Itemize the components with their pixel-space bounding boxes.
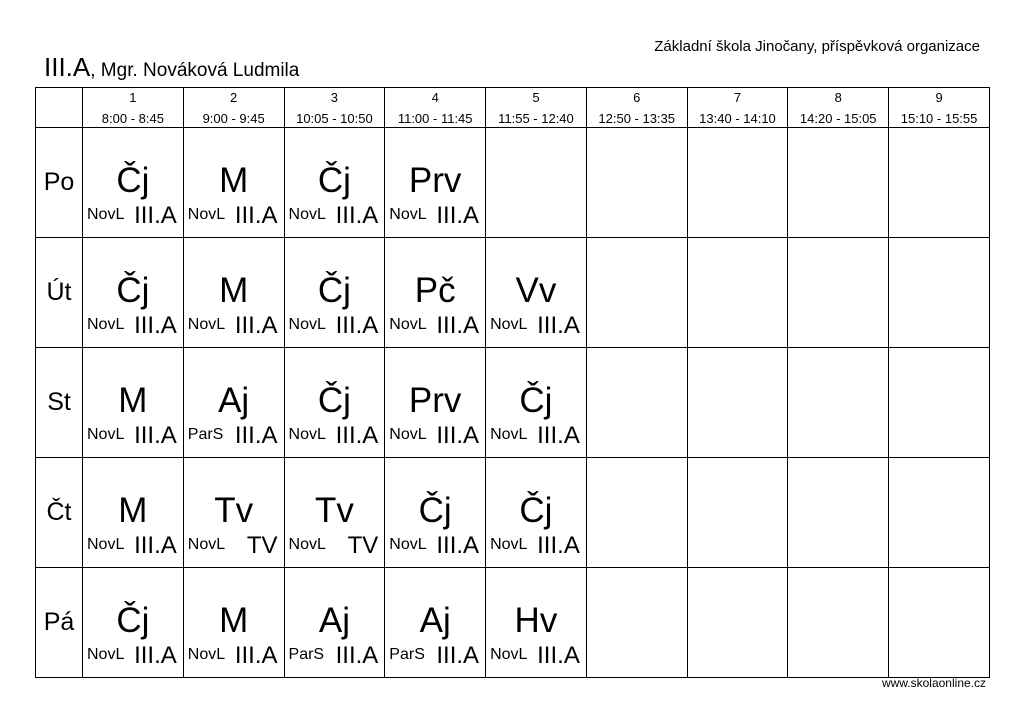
- empty-cell: [889, 458, 990, 568]
- lesson-cell: [83, 348, 184, 458]
- period-header-4: [385, 88, 486, 128]
- lesson-teacher: NovL: [389, 316, 427, 333]
- lesson-room: III.A: [234, 642, 278, 669]
- empty-cell: [788, 128, 889, 238]
- lesson-teacher: NovL: [288, 536, 326, 553]
- lesson-room: III.A: [134, 532, 177, 559]
- period-time: 15:10 - 15:55: [900, 110, 978, 126]
- lesson-teacher: NovL: [187, 536, 226, 553]
- lesson-cell: [183, 128, 284, 238]
- lesson-room: III.A: [436, 312, 480, 339]
- lesson-room: III.A: [134, 312, 177, 339]
- lesson-subject: Tv: [214, 491, 254, 530]
- period-number: 5: [532, 89, 540, 105]
- day-row: [36, 238, 990, 348]
- lesson-cell: [83, 568, 184, 678]
- period-number: 8: [834, 89, 842, 105]
- period-header-7: [687, 88, 788, 128]
- day-label: Pá: [36, 568, 83, 678]
- class-teacher: , Mgr. Nováková Ludmila: [90, 60, 300, 81]
- day-label: Po: [36, 128, 83, 238]
- lesson-room: III.A: [234, 312, 278, 339]
- lesson-teacher: ParS: [187, 426, 224, 443]
- timetable: [35, 87, 990, 678]
- lesson-subject: M: [118, 381, 148, 420]
- lesson-cell: [486, 348, 587, 458]
- lesson-subject: Čj: [418, 491, 452, 530]
- lesson-subject: M: [219, 601, 249, 640]
- lesson-subject: M: [219, 271, 249, 310]
- lesson-room: III.A: [436, 202, 480, 229]
- lesson-cell: [284, 348, 385, 458]
- period-header-2: [183, 88, 284, 128]
- period-header-8: [788, 88, 889, 128]
- lesson-teacher: NovL: [490, 536, 528, 553]
- lesson-cell: [486, 458, 587, 568]
- empty-cell: [586, 348, 687, 458]
- empty-cell: [586, 568, 687, 678]
- lesson-teacher: NovL: [87, 426, 125, 443]
- lesson-cell: [83, 238, 184, 348]
- corner-cell: [36, 88, 83, 128]
- period-time: 11:00 - 11:45: [397, 110, 473, 126]
- empty-cell: [486, 128, 587, 238]
- period-time: 14:20 - 15:05: [799, 110, 877, 126]
- day-row: [36, 458, 990, 568]
- lesson-subject: Čj: [317, 271, 351, 310]
- lesson-subject: Pč: [414, 271, 456, 310]
- lesson-teacher: NovL: [288, 316, 326, 333]
- period-time: 10:05 - 10:50: [296, 110, 373, 126]
- lesson-cell: [385, 348, 486, 458]
- day-label: St: [36, 348, 83, 458]
- lesson-teacher: ParS: [288, 646, 325, 663]
- lesson-room: III.A: [537, 422, 580, 449]
- lesson-teacher: NovL: [187, 316, 226, 333]
- lesson-cell: [284, 568, 385, 678]
- day-label: Út: [36, 238, 83, 348]
- lesson-cell: [486, 238, 587, 348]
- lesson-room: III.A: [537, 642, 580, 669]
- lesson-room: III.A: [134, 642, 177, 669]
- lesson-teacher: ParS: [389, 646, 425, 663]
- lesson-cell: [284, 458, 385, 568]
- lesson-cell: [385, 568, 486, 678]
- period-time: 8:00 - 8:45: [101, 110, 164, 126]
- lesson-room: III.A: [335, 422, 379, 449]
- lesson-subject: M: [219, 161, 249, 200]
- lesson-cell: [183, 348, 284, 458]
- lesson-subject: Čj: [317, 161, 351, 200]
- lesson-room: III.A: [335, 312, 379, 339]
- period-header-9: [889, 88, 990, 128]
- lesson-teacher: NovL: [288, 206, 326, 223]
- lesson-room: III.A: [234, 202, 278, 229]
- period-number: 7: [733, 89, 742, 105]
- lesson-subject: Čj: [116, 601, 150, 640]
- footer-link[interactable]: www.skolaonline.cz: [881, 676, 986, 690]
- lesson-cell: [83, 128, 184, 238]
- lesson-subject: Čj: [519, 381, 553, 420]
- period-time: 12:50 - 13:35: [598, 110, 676, 126]
- period-number: 1: [129, 89, 137, 105]
- lesson-cell: [385, 458, 486, 568]
- empty-cell: [889, 238, 990, 348]
- timetable-title: [44, 52, 299, 83]
- period-number: 6: [633, 89, 641, 105]
- period-header-3: [284, 88, 385, 128]
- empty-cell: [586, 128, 687, 238]
- period-header-row: [36, 88, 990, 128]
- lesson-subject: Prv: [408, 381, 462, 420]
- day-row: [36, 348, 990, 458]
- lesson-cell: [183, 568, 284, 678]
- lesson-teacher: NovL: [389, 536, 427, 553]
- lesson-room: III.A: [537, 312, 580, 339]
- lesson-room: TV: [347, 532, 379, 559]
- lesson-room: III.A: [234, 422, 278, 449]
- lesson-subject: Tv: [314, 491, 354, 530]
- period-header-5: [486, 88, 587, 128]
- lesson-room: III.A: [335, 642, 379, 669]
- lesson-room: TV: [246, 532, 278, 559]
- lesson-teacher: NovL: [389, 426, 427, 443]
- period-header-6: [586, 88, 687, 128]
- lesson-subject: Čj: [519, 491, 553, 530]
- class-name: III.A: [44, 52, 91, 82]
- lesson-subject: M: [118, 491, 148, 530]
- lesson-subject: Aj: [318, 601, 350, 640]
- lesson-cell: [486, 568, 587, 678]
- lesson-subject: Čj: [116, 271, 150, 310]
- lesson-subject: Hv: [514, 601, 558, 640]
- lesson-subject: Čj: [317, 381, 351, 420]
- empty-cell: [687, 238, 788, 348]
- empty-cell: [687, 568, 788, 678]
- lesson-room: III.A: [436, 642, 480, 669]
- lesson-teacher: NovL: [288, 426, 326, 443]
- period-number: 3: [330, 89, 339, 105]
- lesson-teacher: NovL: [490, 646, 528, 663]
- lesson-teacher: NovL: [87, 206, 125, 223]
- day-row: [36, 568, 990, 678]
- lesson-teacher: NovL: [490, 316, 528, 333]
- empty-cell: [889, 568, 990, 678]
- period-time: 11:55 - 12:40: [498, 110, 574, 126]
- lesson-subject: Vv: [515, 271, 557, 310]
- lesson-teacher: NovL: [87, 646, 125, 663]
- lesson-teacher: NovL: [187, 646, 226, 663]
- empty-cell: [889, 348, 990, 458]
- lesson-teacher: NovL: [87, 536, 125, 553]
- empty-cell: [586, 238, 687, 348]
- lesson-teacher: NovL: [389, 206, 427, 223]
- empty-cell: [586, 458, 687, 568]
- empty-cell: [788, 458, 889, 568]
- lesson-cell: [183, 458, 284, 568]
- lesson-room: III.A: [537, 532, 580, 559]
- day-row: [36, 128, 990, 238]
- lesson-cell: [183, 238, 284, 348]
- period-header-1: [83, 88, 184, 128]
- period-number: 9: [935, 89, 943, 105]
- lesson-teacher: NovL: [490, 426, 528, 443]
- lesson-teacher: NovL: [87, 316, 125, 333]
- lesson-cell: [284, 238, 385, 348]
- lesson-room: III.A: [335, 202, 379, 229]
- period-number: 4: [431, 89, 439, 105]
- empty-cell: [687, 128, 788, 238]
- period-number: 2: [230, 89, 238, 105]
- lesson-cell: [385, 128, 486, 238]
- lesson-cell: [83, 458, 184, 568]
- empty-cell: [687, 458, 788, 568]
- lesson-room: III.A: [436, 532, 480, 559]
- lesson-subject: Aj: [218, 381, 250, 420]
- period-time: 13:40 - 14:10: [699, 110, 776, 126]
- lesson-cell: [385, 238, 486, 348]
- empty-cell: [788, 238, 889, 348]
- lesson-cell: [284, 128, 385, 238]
- period-time: 9:00 - 9:45: [202, 110, 265, 126]
- lesson-subject: Aj: [419, 601, 451, 640]
- empty-cell: [889, 128, 990, 238]
- lesson-room: III.A: [134, 422, 177, 449]
- lesson-teacher: NovL: [187, 206, 226, 223]
- lesson-room: III.A: [134, 202, 177, 229]
- empty-cell: [687, 348, 788, 458]
- school-name: Základní škola Jinočany, příspěvková organizace: [654, 38, 980, 55]
- day-label: Čt: [36, 458, 83, 568]
- empty-cell: [788, 568, 889, 678]
- empty-cell: [788, 348, 889, 458]
- lesson-subject: Čj: [116, 161, 150, 200]
- lesson-subject: Prv: [408, 161, 462, 200]
- lesson-room: III.A: [436, 422, 480, 449]
